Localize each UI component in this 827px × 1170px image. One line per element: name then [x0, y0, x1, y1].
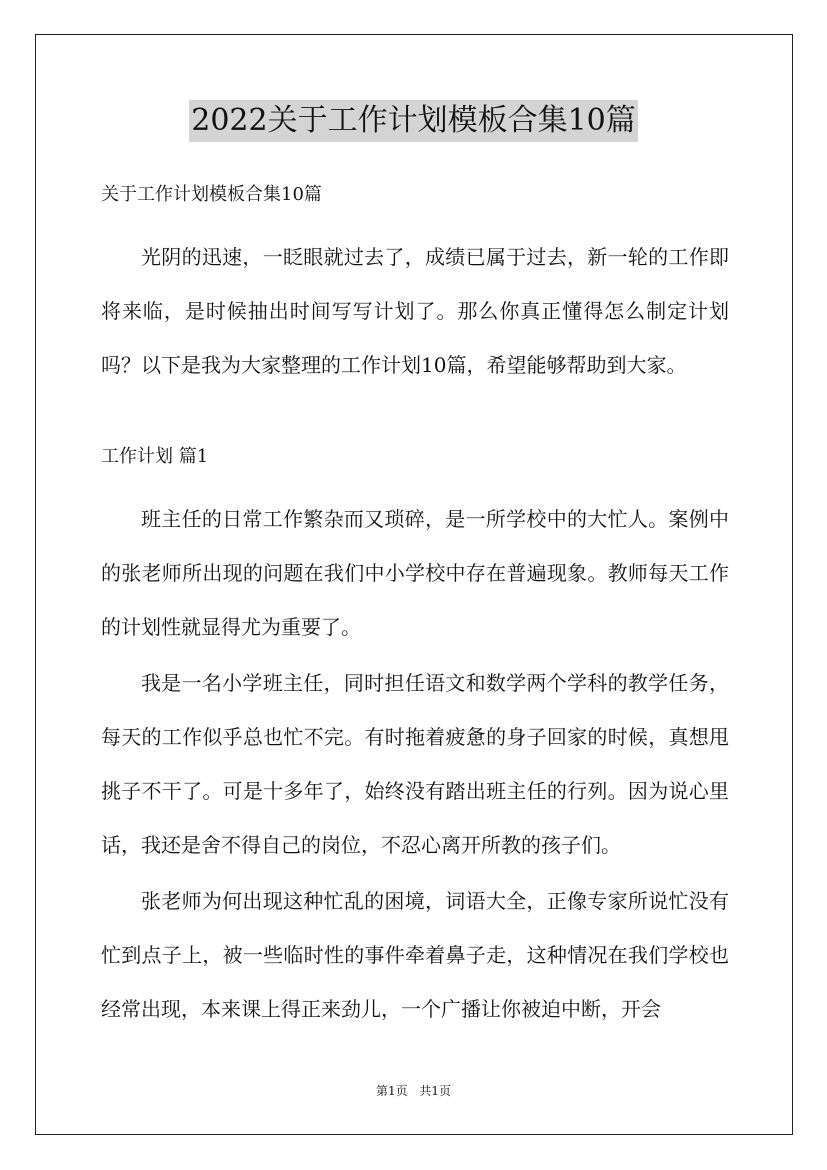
- page-footer: [0, 1082, 827, 1099]
- body-paragraph: 班主任的日常工作繁杂而又琐碎，是一所学校中的大忙人。案例中的张老师所出现的问题在我们中小学校中存在普遍现象。教师每天工作的计划性就显得尤为重要了。: [101, 507, 729, 639]
- title-container: [0, 100, 827, 142]
- section-heading: 工作计划 篇1: [101, 446, 209, 467]
- intro-paragraph: 光阴的迅速，一眨眼就过去了，成绩已属于过去，新一轮的工作即将来临，是时候抽出时间写写计划了。那么你真正懂得怎么制定计划吗？以下是我为大家整理的工作计划10篇，希望能够帮助到大家。: [101, 245, 729, 377]
- document-body: [101, 178, 729, 1036]
- document-subtitle: 关于工作计划模板合集10篇: [101, 184, 322, 205]
- document-title: 2022关于工作计划模板合集10篇: [189, 100, 638, 142]
- body-paragraph: 张老师为何出现这种忙乱的困境，词语大全，正像专家所说忙没有忙到点子上，被一些临时性的事件牵着鼻子走，这种情况在我们学校也经常出现，本来课上得正来劲儿，一个广播让你被迫中断，开会: [101, 889, 729, 1021]
- body-paragraph: 我是一名小学班主任，同时担任语文和数学两个学科的教学任务，每天的工作似乎总也忙不完。有时拖着疲惫的身子回家的时候，真想甩挑子不干了。可是十多年了，始终没有踏出班主任的行列。因为说心里话，我还是舍不得自己的岗位，不忍心离开所教的孩子们。: [101, 671, 729, 857]
- page-total: 共1页: [419, 1084, 452, 1098]
- page-number: 第1页: [375, 1084, 408, 1098]
